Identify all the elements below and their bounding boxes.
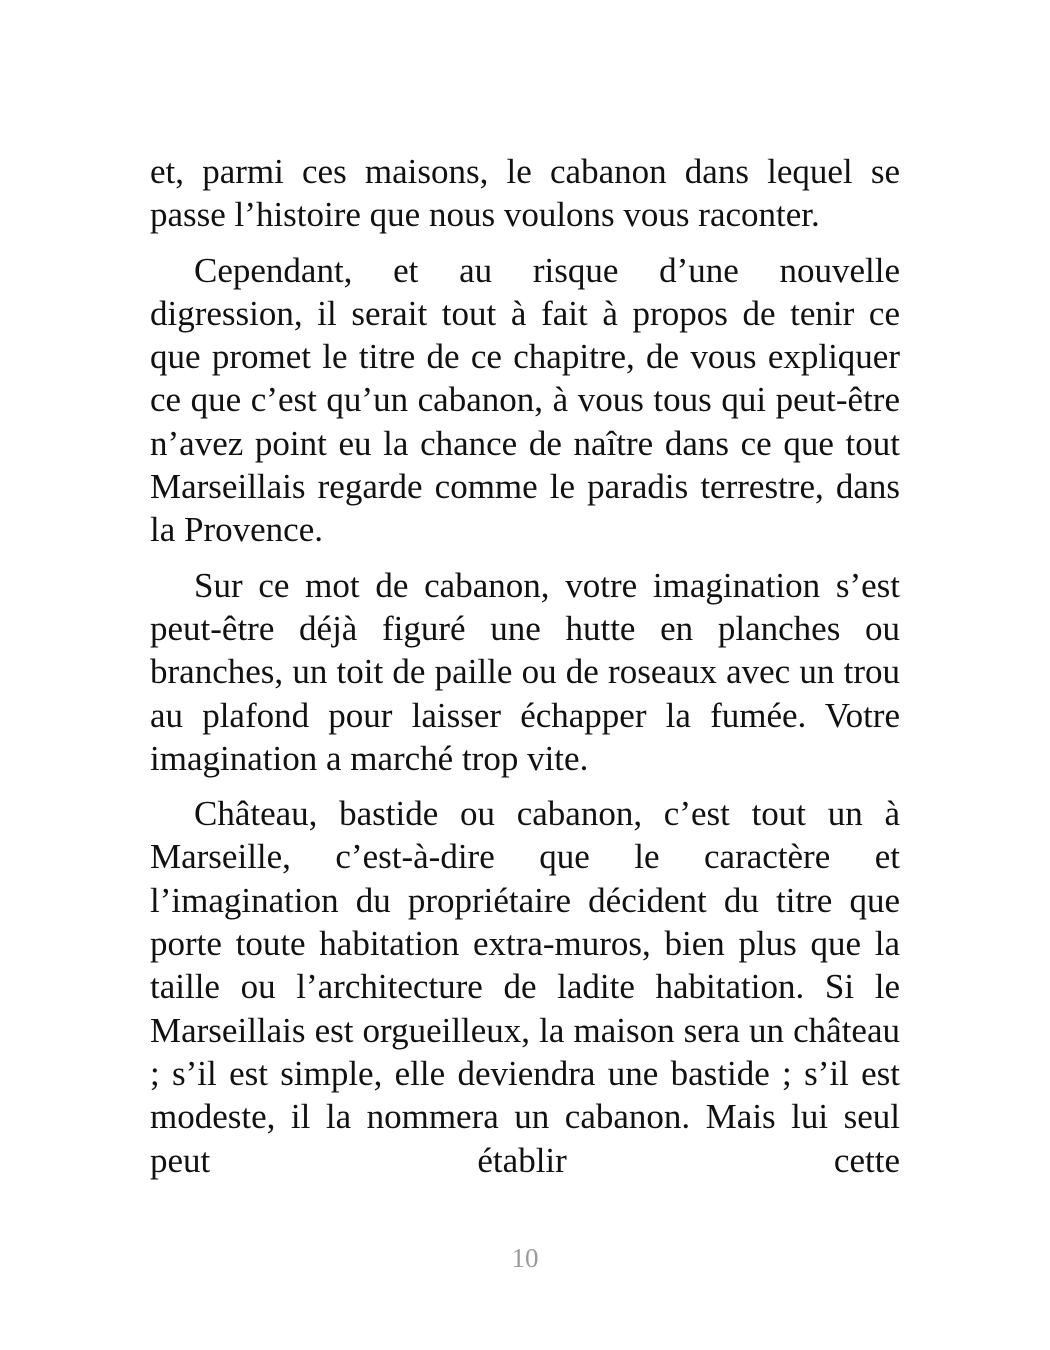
page-body (150, 150, 900, 1194)
paragraph-3: Château, bastide ou cabanon, c’est tout un à Marseille, c’est-à-dire que le caractère et l’imagination du propriétaire décident du titre que porte toute habitation extra-muros, bien plus que la taille ou l’architecture de ladite habitation. Si le Marseillais est orgueilleux, la maison sera un château ; s’il est simple, elle deviendra une bastide ; s’il est modeste, il la nommera un cabanon. Mais lui seul peut établir cette (150, 794, 900, 1180)
page-number: 10 (511, 1243, 539, 1273)
paragraph-1: Cependant, et au risque d’une nouvelle digression, il serait tout à fait à propos de tenir ce que promet le titre de ce chapitre, de vous expliquer ce que c’est qu’un cabanon, à vous tous qui peut-être n’avez point eu la chance de naître dans ce que tout Marseillais regarde comme le paradis terrestre, dans la Provence. (150, 250, 900, 550)
paragraph-2: Sur ce mot de cabanon, votre imagination s’est peut-être déjà figuré une hutte en planches ou branches, un toit de paille ou de roseaux avec un trou au plafond pour laisser échapper la fumée. Votre imagination a marché trop vite. (150, 565, 900, 778)
paragraph-continuation: et, parmi ces maisons, le cabanon dans lequel se passe l’histoire que nous voulons vous raconter. (150, 152, 900, 235)
